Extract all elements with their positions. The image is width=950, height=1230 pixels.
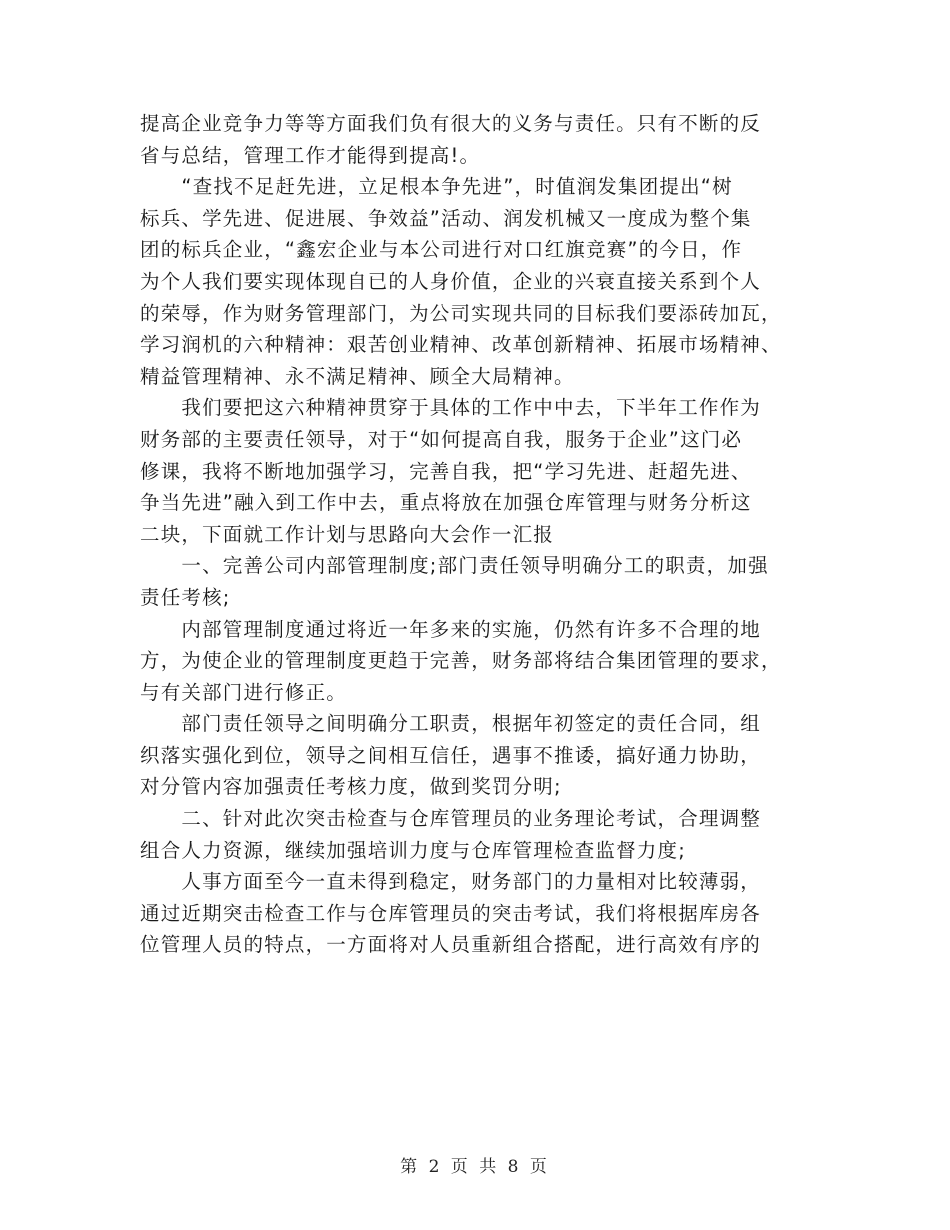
text-line: 财务部的主要责任领导，对于“如何提高自我，服务于企业”这门必	[140, 427, 743, 451]
text-line: 通过近期突击检查工作与仓库管理员的突击考试，我们将根据库房各	[140, 901, 762, 925]
text-line: 组合人力资源，继续加强培训力度与仓库管理检查监督力度;	[140, 838, 686, 862]
text-line: 省与总结，管理工作才能得到提高!。	[140, 143, 481, 167]
text-line: 与有关部门进行修正。	[140, 680, 348, 704]
paragraph-7	[140, 803, 815, 866]
text-line: 的荣辱，作为财务管理部门，为公司实现共同的目标我们要添砖加瓦，	[140, 301, 782, 325]
paragraph-4	[140, 550, 815, 613]
text-line: 方，为使企业的管理制度更趋于完善，财务部将结合集团管理的要求，	[140, 649, 782, 673]
text-line: 我们要把这六种精神贯穿于具体的工作中中去，下半年工作作为	[140, 396, 762, 420]
text-line: 位管理人员的特点，一方面将对人员重新组合搭配，进行高效有序的	[140, 933, 762, 957]
text-line: 二块，下面就工作计划与思路向大会作一汇报	[140, 522, 555, 546]
text-line: “查找不足赶先进，立足根本争先进”，时值润发集团提出“树	[140, 175, 733, 199]
document-body	[140, 108, 815, 961]
text-line: 二、针对此次突击检查与仓库管理员的业务理论考试，合理调整	[140, 807, 762, 831]
paragraph-1	[140, 108, 815, 171]
text-line: 团的标兵企业，“鑫宏企业与本公司进行对口红旗竞赛”的今日，作	[140, 238, 743, 262]
text-line: 内部管理制度通过将近一年多来的实施，仍然有许多不合理的地	[140, 617, 762, 641]
text-line: 人事方面至今一直未得到稳定，财务部门的力量相对比较薄弱，	[140, 870, 762, 894]
text-line: 部门责任领导之间明确分工职责，根据年初签定的责任合同，组	[140, 712, 762, 736]
paragraph-8	[140, 866, 815, 961]
text-line: 责任考核;	[140, 585, 231, 609]
text-line: 织落实强化到位，领导之间相互信任，遇事不推诿，搞好通力协助，	[140, 743, 762, 767]
paragraph-2	[140, 171, 815, 392]
text-line: 争当先进”融入到工作中去，重点将放在加强仓库管理与财务分析这	[140, 491, 752, 515]
text-line: 修课，我将不断地加强学习，完善自我，把“学习先进、赶超先进、	[140, 459, 752, 483]
paragraph-5	[140, 614, 815, 709]
text-line: 精益管理精神、永不满足精神、顾全大局精神。	[140, 364, 575, 388]
page-number-footer: 第 2 页 共 8 页	[400, 1157, 550, 1177]
paragraph-3	[140, 392, 815, 550]
text-line: 标兵、学先进、促进展、争效益”活动、润发机械又一度成为整个集	[140, 206, 752, 230]
text-line: 对分管内容加强责任考核力度，做到奖罚分明;	[140, 775, 562, 799]
text-line: 提高企业竞争力等等方面我们负有很大的义务与责任。只有不断的反	[140, 112, 762, 135]
text-line: 为个人我们要实现体现自已的人身价值，企业的兴衰直接关系到个人	[140, 269, 762, 293]
text-line: 一、完善公司内部管理制度;部门责任领导明确分工的职责，加强	[140, 554, 769, 578]
paragraph-6	[140, 708, 815, 803]
text-line: 学习润机的六种精神：艰苦创业精神、改革创新精神、拓展市场精神、	[140, 333, 782, 357]
